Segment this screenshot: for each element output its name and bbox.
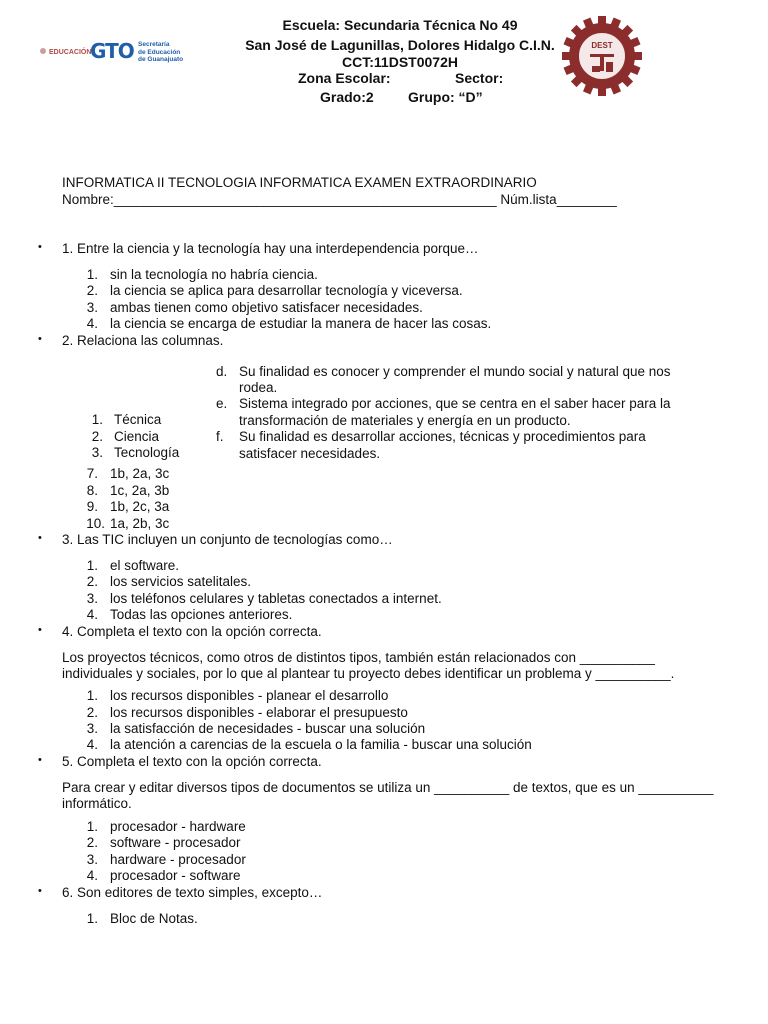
option: sin la tecnología no habría ciencia. [110, 267, 318, 282]
nombre-field: Nombre:___________________________________________________ Núm.lista________ [62, 192, 617, 207]
question-4-text-line-2: individuales y sociales, por lo que al plantear tu proyecto debes identificar un problema y __________. [62, 666, 675, 681]
option: los recursos disponibles - elaborar el presupuesto [110, 705, 408, 720]
question-1-stem: 1. Entre la ciencia y la tecnología hay una interdependencia porque… [62, 241, 479, 256]
question-4-stem: 4. Completa el texto con la opción correcta. [62, 624, 322, 639]
option: procesador - hardware [110, 819, 246, 834]
option: 1b, 2a, 3c [110, 466, 170, 481]
bullet-icon: • [38, 754, 42, 766]
option: los teléfonos celulares y tabletas conectados a internet. [110, 591, 442, 606]
question-5-text-line-1: Para crear y editar diversos tipos de documentos se utiliza un __________ de textos, que es un __________ [62, 780, 714, 795]
school-name: Escuela: Secundaria Técnica No 49 [282, 17, 518, 33]
sep-gto-logo [38, 38, 188, 68]
svg-text:DEST: DEST [591, 41, 613, 50]
option: los recursos disponibles - planear el desarrollo [110, 688, 389, 703]
school-location: San José de Lagunillas, Dolores Hidalgo C.I.N. [245, 37, 555, 53]
option: 1b, 2c, 3a [110, 499, 170, 514]
question-5-text-line-2: informático. [62, 796, 132, 811]
educacion-label: EDUCACIÓN [49, 49, 92, 56]
gto-label: GTO [90, 39, 134, 63]
bullet-icon: • [38, 532, 42, 544]
school-seal-icon [560, 14, 644, 98]
option: 1a, 2b, 3c [110, 516, 170, 531]
zona-escolar: Zona Escolar: [298, 70, 391, 86]
option: la ciencia se aplica para desarrollar tecnología y viceversa. [110, 283, 463, 298]
option: el software. [110, 558, 180, 573]
option: procesador - software [110, 868, 241, 883]
option: hardware - procesador [110, 852, 246, 867]
sector: Sector: [455, 70, 504, 86]
question-5-stem: 5. Completa el texto con la opción correcta. [62, 754, 322, 769]
education-emblem-icon [40, 48, 46, 54]
option: software - procesador [110, 835, 241, 850]
option: la ciencia se encarga de estudiar la manera de hacer las cosas. [110, 316, 492, 331]
secretaria-label: Secretaría de Educación de Guanajuato [138, 41, 184, 63]
option: Bloc de Notas. [110, 911, 198, 926]
question-3-stem: 3. Las TIC incluyen un conjunto de tecnologías como… [62, 532, 393, 547]
bullet-icon: • [38, 624, 42, 636]
bullet-icon: • [38, 333, 42, 345]
grupo: Grupo: “D” [408, 89, 483, 105]
school-cct: CCT:11DST0072H [342, 54, 458, 70]
option: la satisfacción de necesidades - buscar una solución [110, 721, 426, 736]
option: la atención a carencias de la escuela o la familia - buscar una solución [110, 737, 532, 752]
option: Todas las opciones anteriores. [110, 607, 293, 622]
option: 1c, 2a, 3b [110, 483, 170, 498]
option: ambas tienen como objetivo satisfacer necesidades. [110, 300, 423, 315]
bullet-icon: • [38, 241, 42, 253]
question-4-text-line-1: Los proyectos técnicos, como otros de distintos tipos, también están relacionados con __________ [62, 650, 655, 665]
option: los servicios satelitales. [110, 574, 252, 589]
bullet-icon: • [38, 885, 42, 897]
question-6-stem: 6. Son editores de texto simples, excepto… [62, 885, 323, 900]
exam-title: INFORMATICA II TECNOLOGIA INFORMATICA EXAMEN EXTRAORDINARIO [62, 175, 537, 190]
question-2-stem: 2. Relaciona las columnas. [62, 333, 224, 348]
grado: Grado:2 [320, 89, 374, 105]
